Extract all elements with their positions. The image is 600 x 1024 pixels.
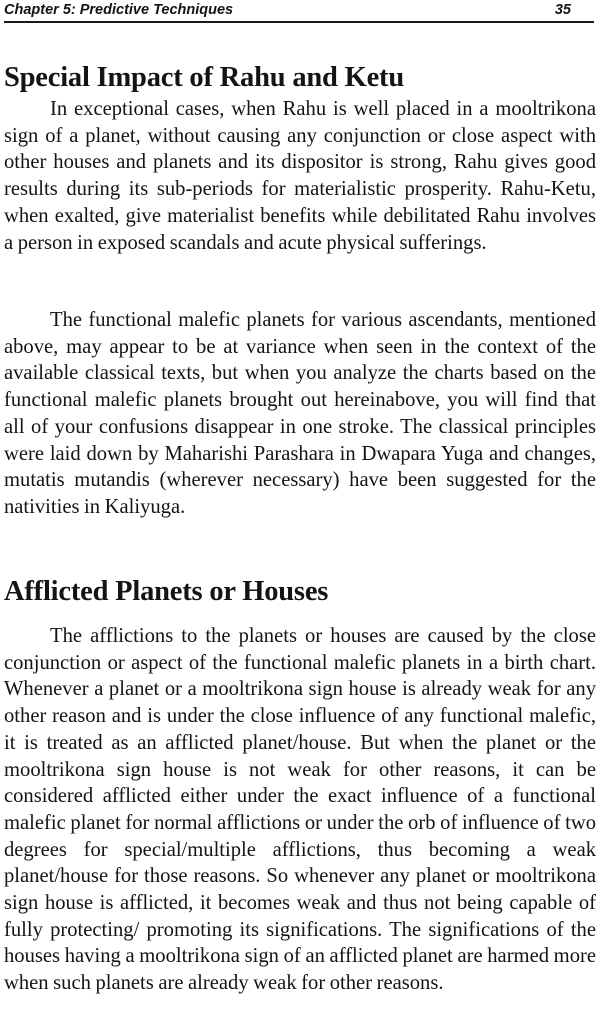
page-number: 35 [554, 2, 571, 18]
paragraph-afflictions: The afflictions to the planets or houses are caused by the close conjunction or aspect of the functional malefic planets in a birth chart. Whenever a planet or a mooltrikona sign house is already weak for any other reason and is under the close influence of any functional malefic, it is treated as an afflicted planet/house. But when the planet or the mooltrikona sign house is not weak for other reasons, it can be considered afflicted either under the exact influence of a functional malefic planet for normal afflictions or under the orb of influence of two degrees for special/multiple afflictions, thus becoming a weak planet/house for those reasons. So whenever any planet or mooltrikona sign house is afflicted, it becomes weak and thus not being capable of fully protecting/ promoting its significations. The significations of the houses having a mooltrikona sign of an afflicted planet are harmed more when such planets are already weak for other reasons. [4, 625, 596, 995]
section-heading-rahu-ketu: Special Impact of Rahu and Ketu [4, 62, 404, 93]
paragraph-functional-malefics: The functional malefic planets for various ascendants, mentioned above, may appear to be at variance when seen in the context of the available classical texts, but when you analyze the charts based on the functional malefic planets brought out hereinabove, you will find that all of your confusions disappear in one stroke. The classical principles were laid down by Maharishi Parashara in Dwapara Yuga and changes, mutatis mutandis (wherever necessary) have been suggested for the nativities in Kaliyuga. [4, 309, 596, 518]
chapter-title: Chapter 5: Predictive Techniques [4, 2, 234, 18]
paragraph-rahu-placement: In exceptional cases, when Rahu is well placed in a mooltrikona sign of a planet, without causing any conjunction or close aspect with other houses and planets and its dispositor is strong, Rahu gives good results during its sub-periods for materialistic prosperity. Rahu-Ketu, when exalted, give materialist benefits while debilitated Rahu involves a person in exposed scandals and acute physical sufferings. [4, 98, 596, 254]
section-heading-afflicted-planets: Afflicted Planets or Houses [4, 576, 329, 607]
running-header [4, 0, 571, 20]
header-rule [4, 21, 594, 23]
